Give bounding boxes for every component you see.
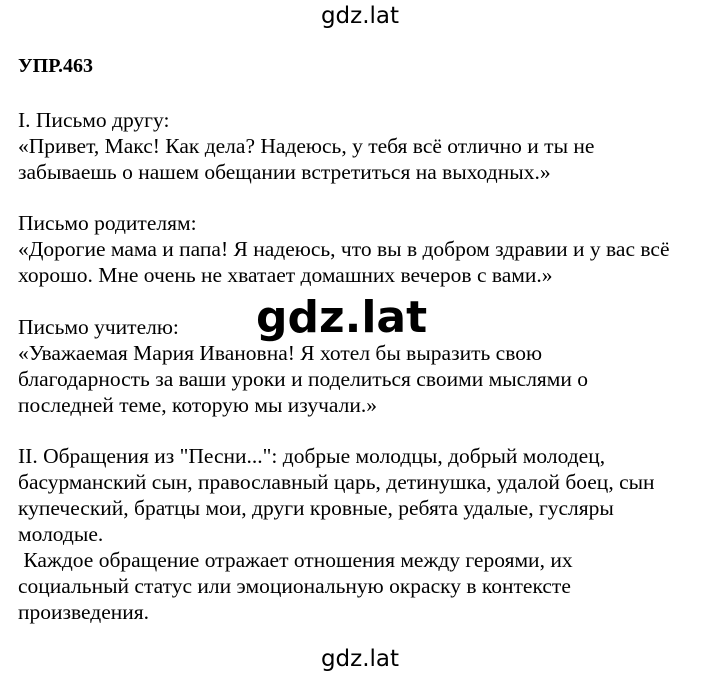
exercise-title: УПР.463 <box>18 55 93 77</box>
section-heading: Письмо учителю: <box>18 315 179 339</box>
conclusion-paragraph <box>18 547 708 625</box>
section-heading: Письмо родителям: <box>18 211 197 235</box>
watermark-bottom: gdz.lat <box>320 646 400 672</box>
text-line: басурманский сын, православный царь, детинушка, удалой боец, сын <box>18 470 655 494</box>
text-line: молодые. <box>18 522 104 546</box>
text-line: забываешь о нашем обещании встретиться на выходных.» <box>18 160 551 184</box>
text-line: Каждое обращение отражает отношения между героями, их <box>18 548 573 572</box>
text-line: купеческий, братцы мои, други кровные, ребята удалые, гусляры <box>18 496 614 520</box>
text-line: социальный статус или эмоциональную окраску в контексте <box>18 574 571 598</box>
text-line: последней теме, которую мы изучали.» <box>18 393 377 417</box>
song-addresses <box>18 443 708 547</box>
text-line: «Привет, Макс! Как дела? Надеюсь, у тебя всё отлично и ты не <box>18 134 595 158</box>
letter-to-friend <box>18 107 708 185</box>
letter-to-parents <box>18 210 708 288</box>
watermark-top: gdz.lat <box>320 3 400 29</box>
section-heading: I. Письмо другу: <box>18 108 170 132</box>
text-line: произведения. <box>18 600 150 624</box>
text-line: «Дорогие мама и папа! Я надеюсь, что вы в добром здравии и у вас всё <box>18 237 670 261</box>
text-line: хорошо. Мне очень не хватает домашних вечеров с вами.» <box>18 263 553 287</box>
watermark-middle: gdz.lat <box>256 292 428 343</box>
text-line: II. Обращения из "Песни...": добрые молодцы, добрый молодец, <box>18 444 606 468</box>
text-line: благодарность за ваши уроки и поделиться своими мыслями о <box>18 367 589 391</box>
text-line: «Уважаемая Мария Ивановна! Я хотел бы выразить свою <box>18 341 543 365</box>
